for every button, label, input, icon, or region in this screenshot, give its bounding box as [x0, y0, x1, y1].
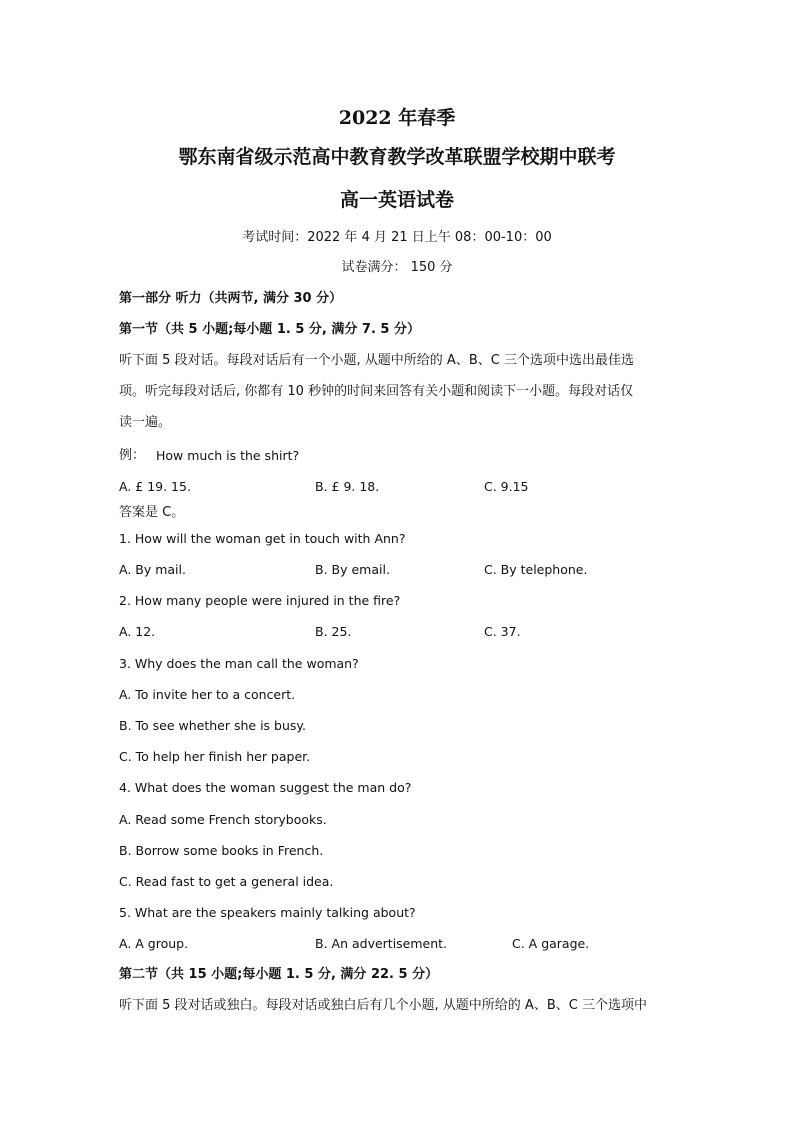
- option-b: B. To see whether she is busy.: [119, 718, 306, 733]
- example-answer: 答案是 C。: [119, 505, 185, 520]
- question-5: 5. What are the speakers mainly talking about?: [119, 905, 416, 920]
- question-3: 3. Why does the man call the woman?: [119, 656, 359, 671]
- option-a: A. Read some French storybooks.: [119, 812, 327, 827]
- instruction-line: 读一遍。: [119, 415, 172, 430]
- option-b: B. 25.: [315, 624, 352, 639]
- option-a: A. To invite her to a concert.: [119, 687, 296, 702]
- full-score: 试卷满分： 150 分: [341, 260, 453, 275]
- title-subject: 高一英语试卷: [339, 189, 454, 211]
- example-question: How much is the shirt?: [156, 448, 300, 463]
- option-c: C. 9.15: [484, 479, 529, 494]
- option-a: A. A group.: [119, 936, 189, 951]
- option-b: B. An advertisement.: [315, 936, 448, 951]
- section1-heading: 第一节（共 5 小题;每小题 1. 5 分, 满分 7. 5 分）: [119, 322, 420, 337]
- question-2: 2. How many people were injured in the fire?: [119, 593, 401, 608]
- question-1: 1. How will the woman get in touch with Ann?: [119, 531, 406, 546]
- section2-heading: 第二节（共 15 小题;每小题 1. 5 分, 满分 22. 5 分）: [119, 967, 439, 982]
- option-b: B. £ 9. 18.: [315, 479, 380, 494]
- option-c: C. A garage.: [512, 936, 590, 951]
- option-b: B. Borrow some books in French.: [119, 843, 324, 858]
- option-a: A. By mail.: [119, 562, 186, 577]
- part1-heading: 第一部分 听力（共两节, 满分 30 分）: [119, 291, 343, 306]
- option-a: A. £ 19. 15.: [119, 479, 191, 494]
- option-c: C. To help her finish her paper.: [119, 749, 311, 764]
- instruction-line: 项。听完每段对话后, 你都有 10 秒钟的时间来回答有关小题和阅读下一小题。每段对话仅: [119, 384, 634, 399]
- exam-time: 考试时间：2022 年 4 月 21 日上午 08：00-10：00: [242, 230, 552, 245]
- option-b: B. By email.: [315, 562, 390, 577]
- option-a: A. 12.: [119, 624, 156, 639]
- title-school: 鄂东南省级示范高中教育教学改革联盟学校期中联考: [178, 146, 616, 168]
- example-label: 例：: [119, 448, 146, 463]
- instruction-line: 听下面 5 段对话。每段对话后有一个小题, 从题中所给的 A、B、C 三个选项中选出最佳选: [119, 353, 634, 368]
- section2-instruction: 听下面 5 段对话或独白。每段对话或独白后有几个小题, 从题中所给的 A、B、C 三个选项中: [119, 998, 647, 1013]
- option-c: C. 37.: [484, 624, 521, 639]
- option-c: C. By telephone.: [484, 562, 588, 577]
- option-c: C. Read fast to get a general idea.: [119, 874, 334, 889]
- title-year: 2022 年春季: [338, 107, 456, 129]
- question-4: 4. What does the woman suggest the man do?: [119, 780, 412, 795]
